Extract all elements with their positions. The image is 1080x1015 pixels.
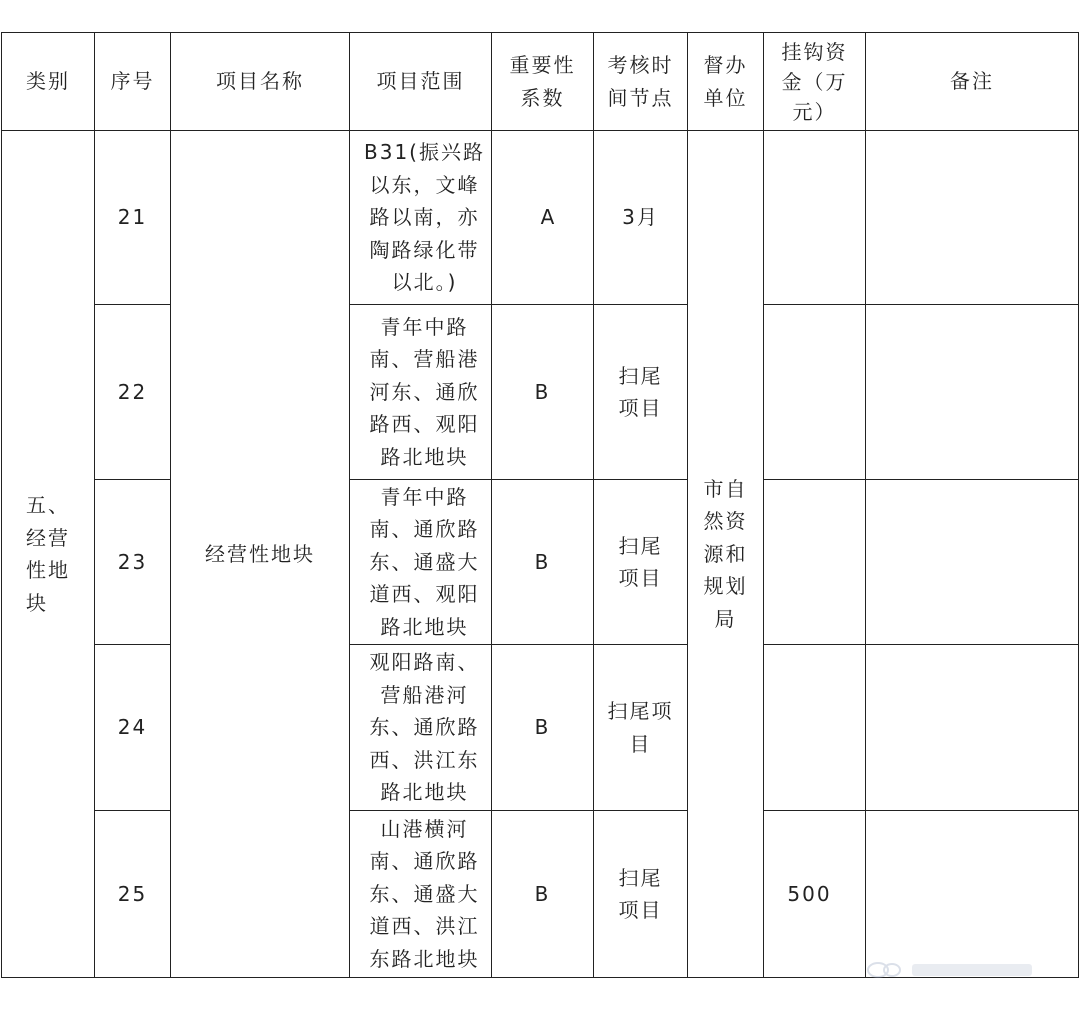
scope-cell: 青年中路 南、营船港 河东、通欣 路西、观阳 路北地块 xyxy=(350,305,492,480)
importance-cell: B xyxy=(492,645,594,811)
funds-cell xyxy=(764,645,866,811)
category-label: 五、 经营 性地 块 xyxy=(26,493,70,615)
table-row xyxy=(2,480,1079,645)
project-name-cell: 经营性地块 xyxy=(171,131,350,978)
seq-cell: 24 xyxy=(95,645,171,811)
table-row xyxy=(2,811,1079,978)
review-time-cell: 扫尾 项目 xyxy=(594,811,688,978)
seq-cell: 21 xyxy=(95,131,171,305)
header-supervisor: 督办 单位 xyxy=(688,33,764,131)
funds-cell xyxy=(764,131,866,305)
remarks-cell xyxy=(866,480,1079,645)
importance-cell: B xyxy=(492,305,594,480)
seq-cell: 23 xyxy=(95,480,171,645)
scope-cell: 山港横河 南、通欣路 东、通盛大 道西、洪江 东路北地块 xyxy=(350,811,492,978)
funds-cell xyxy=(764,305,866,480)
seq-cell: 22 xyxy=(95,305,171,480)
importance-cell: A xyxy=(492,131,594,305)
header-funds: 挂钩资 金（万 元） xyxy=(764,33,866,131)
review-time-cell: 扫尾 项目 xyxy=(594,480,688,645)
remarks-cell xyxy=(866,305,1079,480)
header-category: 类别 xyxy=(2,33,95,131)
header-review-time: 考核时 间节点 xyxy=(594,33,688,131)
header-importance: 重要性 系数 xyxy=(492,33,594,131)
category-cell xyxy=(2,131,95,978)
table-row xyxy=(2,131,1079,305)
scope-cell: 青年中路 南、通欣路 东、通盛大 道西、观阳 路北地块 xyxy=(350,480,492,645)
header-remarks: 备注 xyxy=(866,33,1079,131)
header-project-scope: 项目范围 xyxy=(350,33,492,131)
importance-cell: B xyxy=(492,480,594,645)
review-time-cell: 扫尾项 目 xyxy=(594,645,688,811)
funds-cell xyxy=(764,480,866,645)
remarks-cell xyxy=(866,131,1079,305)
review-time-cell: 3月 xyxy=(594,131,688,305)
watermark-logo xyxy=(866,958,1046,982)
remarks-cell xyxy=(866,645,1079,811)
header-project-name: 项目名称 xyxy=(171,33,350,131)
seq-cell: 25 xyxy=(95,811,171,978)
supervisor-cell: 市自 然资 源和 规划 局 xyxy=(688,131,764,978)
review-time-cell: 扫尾 项目 xyxy=(594,305,688,480)
header-row xyxy=(2,33,1079,131)
table-row xyxy=(2,645,1079,811)
importance-cell: B xyxy=(492,811,594,978)
project-table xyxy=(1,32,1079,978)
scope-cell: B31(振兴路 以东，文峰 路以南，亦 陶路绿化带 以北。) xyxy=(350,131,492,305)
remarks-cell xyxy=(866,811,1079,978)
header-seq: 序号 xyxy=(95,33,171,131)
table-row xyxy=(2,305,1079,480)
scope-cell: 观阳路南、 营船港河 东、通欣路 西、洪江东 路北地块 xyxy=(350,645,492,811)
funds-cell: 500 xyxy=(764,811,866,978)
